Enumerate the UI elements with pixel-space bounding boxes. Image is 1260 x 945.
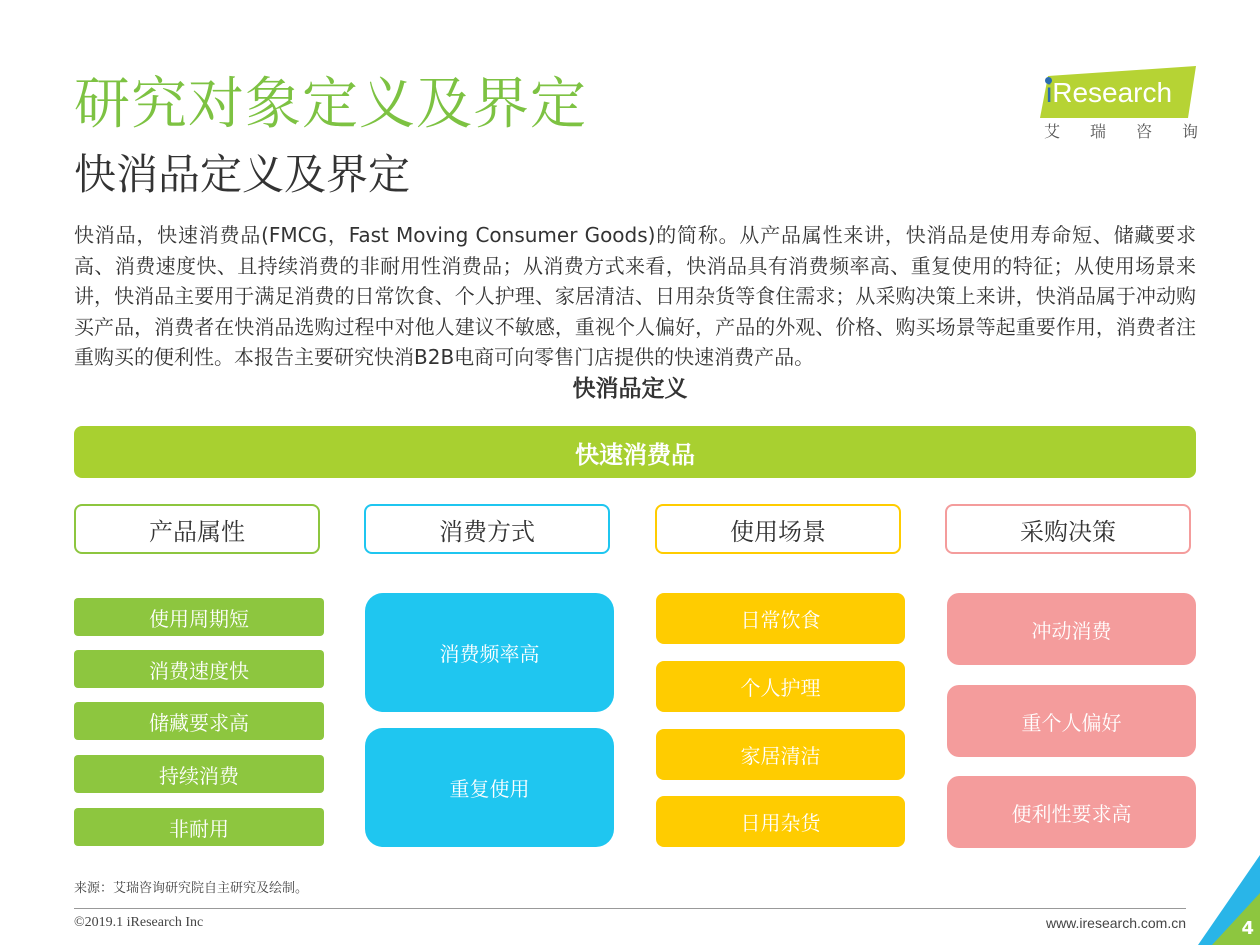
fmcg-top-bar: 快速消费品 [74,426,1196,478]
footer-divider [74,908,1186,909]
scenario-item: 家居清洁 [656,729,905,780]
logo-brand-i: i [1046,77,1053,108]
decision-item: 重个人偏好 [947,685,1196,757]
consumption-item: 消费频率高 [365,593,614,712]
attribute-item: 持续消费 [74,755,324,793]
iresearch-logo [1040,66,1229,146]
consumption-item: 重复使用 [365,728,614,847]
scenario-item: 日用杂货 [656,796,905,847]
page-number: 4 [1241,918,1254,939]
copyright: ©2019.1 iResearch Inc [74,915,204,930]
decision-item: 便利性要求高 [947,776,1196,848]
page-title: 研究对象定义及界定 [74,72,587,137]
column-heading-usage-scenario: 使用场景 [655,504,901,554]
scenario-item: 个人护理 [656,661,905,712]
page-corner-decoration [1190,855,1260,945]
source-note: 来源：艾瑞咨询研究院自主研究及绘制。 [74,881,309,896]
attribute-item: 储藏要求高 [74,702,324,740]
scenario-item: 日常饮食 [656,593,905,644]
attribute-item: 消费速度快 [74,650,324,688]
attribute-item: 使用周期短 [74,598,324,636]
page-subtitle: 快消品定义及界定 [74,150,411,199]
logo-brand-rest: Research [1052,77,1173,108]
definition-paragraph: 快消品，快速消费品(FMCG，Fast Moving Consumer Goods)的简称。从产品属性来讲，快消品是使用寿命短、储藏要求高、消费速度快、且持续消费的非耐用性消费品；从消费方式来看，快消品具有消费频率高、重复使用的特征；从使用场景来讲，快消品主要用于满足消费的日常饮食、个人护理、家居清洁、日用杂货等食住需求；从采购决策上来讲，快消品属于冲动购买产品，消费者在快消品选购过程中对他人建议不敏感，重视个人偏好，产品的外观、价格、购买场景等起重要作用，消费者注重购买的便利性。本报告主要研究快消B2B电商可向零售门店提供的快速消费产品。 [74,223,1196,369]
logo-brand [1046,76,1172,110]
attribute-item: 非耐用 [74,808,324,846]
decision-item: 冲动消费 [947,593,1196,665]
column-heading-product-attributes: 产品属性 [74,504,320,554]
website-url: www.iresearch.com.cn [1045,915,1186,931]
column-heading-consumption-mode: 消费方式 [364,504,610,554]
column-heading-purchase-decision: 采购决策 [945,504,1191,554]
diagram-title: 快消品定义 [572,376,688,402]
logo-chinese-name: 艾瑞咨询 [1044,122,1229,141]
